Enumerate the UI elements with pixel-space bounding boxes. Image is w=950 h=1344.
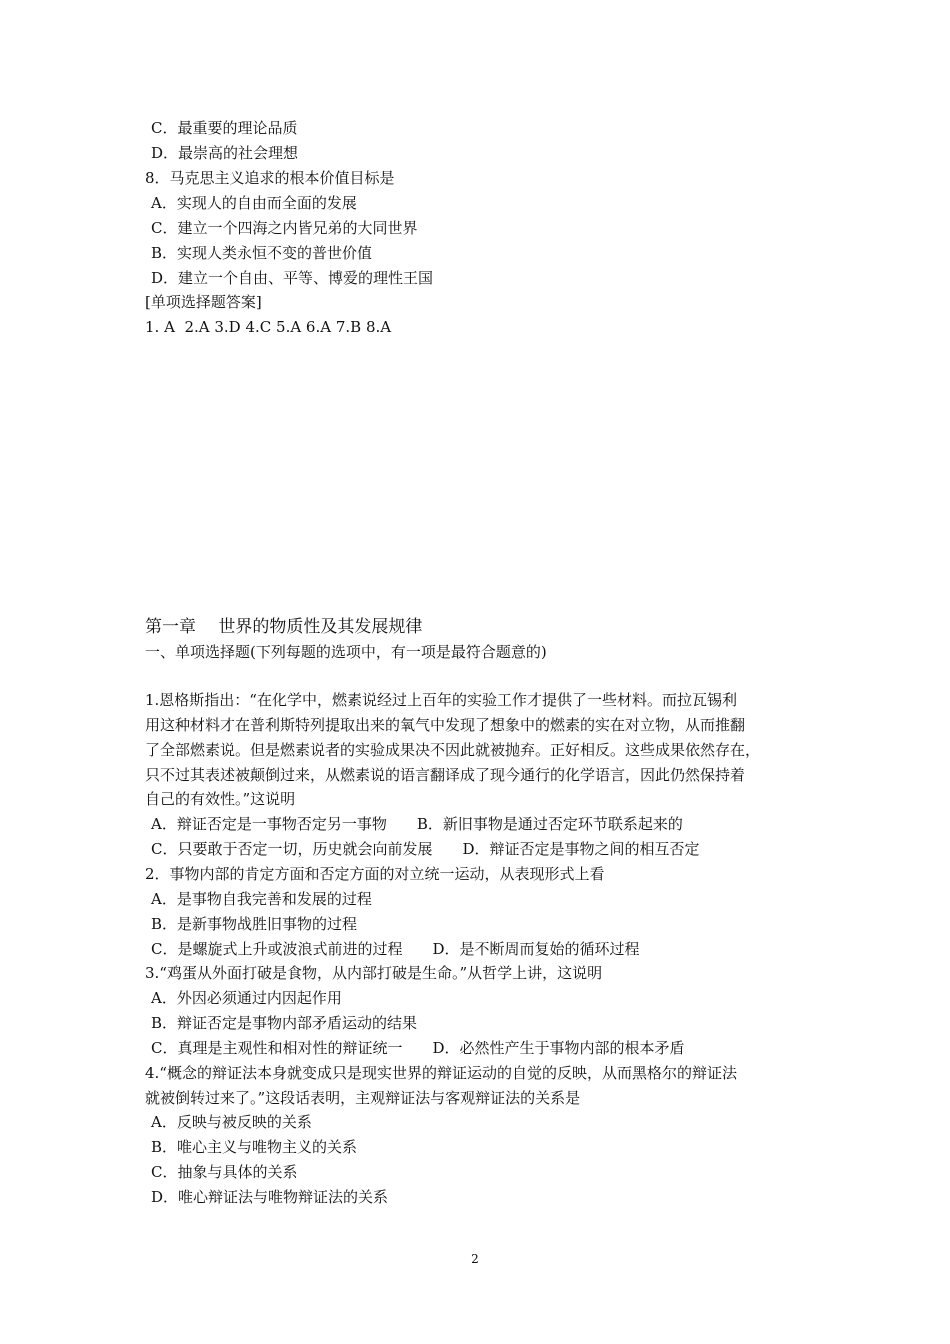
- q1-stem-line: 自己的有效性。”这说明: [145, 790, 296, 808]
- q3-option-b: B．辩证否定是事物内部矛盾运动的结果: [151, 1014, 418, 1032]
- q1-stem-line: 了全部燃素说。但是燃素说者的实验成果决不因此就被抛弃。正好相反。这些成果依然存在，: [145, 741, 761, 759]
- q4-option-c: C．抽象与具体的关系: [151, 1163, 298, 1181]
- q3-options-cd: C．真理是主观性和相对性的辩证统一 D．必然性产生于事物内部的根本矛盾: [151, 1039, 685, 1057]
- q8-option-a: A．实现人的自由而全面的发展: [151, 194, 357, 212]
- q8-option-c: C．建立一个四海之内皆兄弟的大同世界: [151, 219, 418, 237]
- q8-stem: 8．马克思主义追求的根本价值目标是: [145, 169, 395, 187]
- page-number: 2: [471, 1252, 479, 1266]
- chapter-title: 第一章 世界的物质性及其发展规律: [145, 617, 423, 637]
- q8-option-b: B．实现人类永恒不变的普世价值: [151, 244, 373, 262]
- q1-stem-line: 用这种材料才在普利斯特列提取出来的氧气中发现了想象中的燃素的实在对立物，从而推翻: [145, 716, 746, 734]
- q2-options-cd: C．是螺旋式上升或波浪式前进的过程 D．是不断周而复始的循环过程: [151, 940, 640, 958]
- q1-options-ab: A．辩证否定是一事物否定另一事物 B．新旧事物是通过否定环节联系起来的: [151, 815, 683, 833]
- q1-stem-line: 只不过其表述被颠倒过来，从燃素说的语言翻译成了现今通行的化学语言，因此仍然保持着: [145, 766, 746, 784]
- q4-stem-line: 就被倒转过来了。”这段话表明，主观辩证法与客观辩证法的关系是: [145, 1089, 581, 1107]
- q8-option-d: D．建立一个自由、平等、博爱的理性王国: [151, 269, 434, 287]
- q2-option-a: A．是事物自我完善和发展的过程: [151, 890, 372, 908]
- q1-stem-line: 1.恩格斯指出：“在化学中，燃素说经过上百年的实验工作才提供了一些材料。而拉瓦锡利: [145, 691, 737, 709]
- q3-stem: 3.“鸡蛋从外面打破是食物，从内部打破是生命。”从哲学上讲，这说明: [145, 964, 603, 982]
- q4-stem-line: 4.“概念的辩证法本身就变成只是现实世界的辩证运动的自觉的反映，从而黑格尔的辩证法: [145, 1064, 737, 1082]
- answer-list: 1. A 2.A 3.D 4.C 5.A 6.A 7.B 8.A: [145, 318, 392, 336]
- section-heading: 一、单项选择题(下列每题的选项中，有一项是最符合题意的): [145, 643, 547, 661]
- q2-stem: 2．事物内部的肯定方面和否定方面的对立统一运动，从表现形式上看: [145, 865, 605, 883]
- q4-option-a: A．反映与被反映的关系: [151, 1113, 312, 1131]
- q3-option-a: A．外因必须通过内因起作用: [151, 989, 342, 1007]
- q7-option-d: D．最崇高的社会理想: [151, 144, 299, 162]
- q4-option-d: D．唯心辩证法与唯物辩证法的关系: [151, 1188, 389, 1206]
- q2-option-b: B．是新事物战胜旧事物的过程: [151, 915, 358, 933]
- q1-options-cd: C．只要敢于否定一切，历史就会向前发展 D．辩证否定是事物之间的相互否定: [151, 840, 700, 858]
- q4-option-b: B．唯心主义与唯物主义的关系: [151, 1138, 358, 1156]
- answer-heading: [单项选择题答案]: [145, 293, 262, 311]
- q7-option-c: C．最重要的理论品质: [151, 119, 298, 137]
